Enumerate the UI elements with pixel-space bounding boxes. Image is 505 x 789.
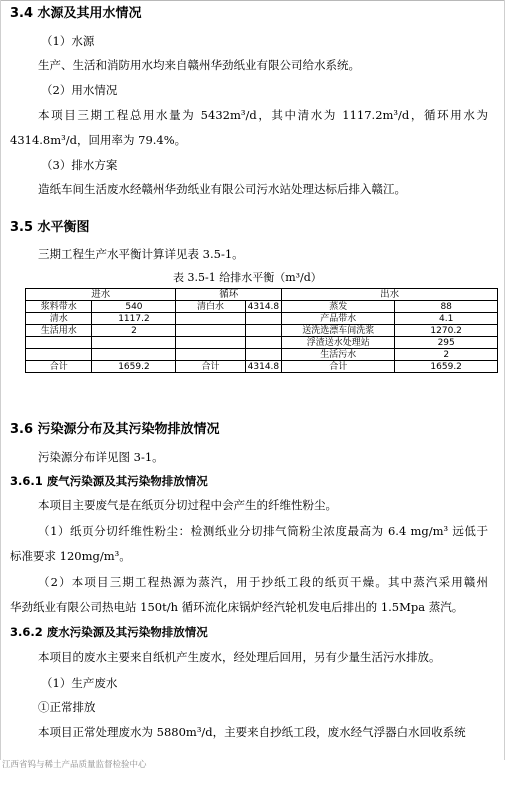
table-cell: 1659.2 bbox=[92, 361, 176, 373]
normal-discharge-text: 本项目正常处理废水为 5880m³/d，主要来自抄纸工段，废水经气浮器白水回收系统 bbox=[38, 725, 466, 739]
table-cell bbox=[176, 349, 245, 361]
table-row bbox=[26, 349, 498, 361]
table-cell: 浆料带水 bbox=[26, 301, 92, 313]
table-row bbox=[26, 325, 498, 337]
table-cell bbox=[92, 337, 176, 349]
exhaust-gas-text: 本项目主要废气是在纸页分切过程中会产生的纤维性粉尘。 bbox=[38, 498, 337, 512]
table-cell bbox=[176, 325, 245, 337]
table-cell: 295 bbox=[395, 337, 498, 349]
table-cell: 送洗选漂车间洗浆 bbox=[282, 325, 395, 337]
table-cell: 1270.2 bbox=[395, 325, 498, 337]
water-use-text-line2: 4314.8m³/d，回用率为 79.4%。 bbox=[10, 133, 187, 147]
table-cell: 合计 bbox=[26, 361, 92, 373]
water-source-subheading: （1）水源 bbox=[41, 34, 95, 48]
table-row bbox=[26, 313, 498, 325]
production-wastewater-subheading: （1）生产废水 bbox=[41, 676, 118, 690]
water-balance-table bbox=[25, 288, 498, 373]
section-3-6-1-heading: 3.6.1 废气污染源及其污染物排放情况 bbox=[10, 474, 208, 488]
wastewater-text: 本项目的废水主要来自纸机产生废水，经处理后回用，另有少量生活污水排放。 bbox=[38, 650, 441, 664]
table-cell: 88 bbox=[395, 301, 498, 313]
table-row bbox=[26, 337, 498, 349]
table-cell: 2 bbox=[92, 325, 176, 337]
table-cell: 合计 bbox=[176, 361, 245, 373]
table-cell: 合计 bbox=[282, 361, 395, 373]
table-total-row bbox=[26, 361, 498, 373]
table-cell: 生活用水 bbox=[26, 325, 92, 337]
table-cell bbox=[176, 313, 245, 325]
table-cell bbox=[92, 349, 176, 361]
drainage-text: 造纸车间生活废水经赣州华劲纸业有限公司污水站处理达标后排入赣江。 bbox=[38, 182, 406, 196]
water-source-text: 生产、生活和消防用水均来自赣州华劲纸业有限公司给水系统。 bbox=[38, 58, 360, 72]
table-cell bbox=[245, 349, 282, 361]
section-3-4-heading: 3.4 水源及其用水情况 bbox=[10, 6, 142, 21]
pollution-intro: 污染源分布详见图 3-1。 bbox=[38, 450, 164, 464]
page-frame-top bbox=[0, 0, 505, 1]
table-cell: 4314.8 bbox=[245, 301, 282, 313]
section-3-6-2-heading: 3.6.2 废水污染源及其污染物排放情况 bbox=[10, 625, 208, 639]
water-use-subheading: （2）用水情况 bbox=[41, 83, 118, 97]
dust-text-line2: 标准要求 120mg/m³。 bbox=[10, 549, 131, 563]
table-cell: 清水 bbox=[26, 313, 92, 325]
dust-text-line1: （1）纸页分切纤维性粉尘：检测纸业分切排气筒粉尘浓度最高为 6.4 mg/m³ 远低于 bbox=[38, 524, 488, 538]
table-cell: 1659.2 bbox=[395, 361, 498, 373]
table-cell: 4314.8 bbox=[245, 361, 282, 373]
steam-text-line2: 华劲纸业有限公司热电站 150t/h 循环流化床锅炉经汽轮机发电后排出的 1.5Mpa 蒸汽。 bbox=[10, 600, 464, 614]
drainage-subheading: （3）排水方案 bbox=[41, 158, 118, 172]
table-cell: 生活污水 bbox=[282, 349, 395, 361]
section-3-5-heading: 3.5 水平衡图 bbox=[10, 220, 90, 235]
table-cell: 产品带水 bbox=[282, 313, 395, 325]
table-cell bbox=[245, 337, 282, 349]
table-cell bbox=[245, 313, 282, 325]
water-use-text-line1: 本项目三期工程总用水量为 5432m³/d，其中清水为 1117.2m³/d，循环用水为 bbox=[38, 108, 488, 122]
table-cell bbox=[176, 337, 245, 349]
table-cell: 540 bbox=[92, 301, 176, 313]
header-outflow: 出水 bbox=[282, 289, 498, 301]
normal-discharge-subheading: ①正常排放 bbox=[38, 700, 96, 714]
header-inflow: 进水 bbox=[26, 289, 176, 301]
page-frame-left bbox=[0, 0, 1, 760]
table-cell: 清白水 bbox=[176, 301, 245, 313]
table-header-row bbox=[26, 289, 498, 301]
table-cell: 2 bbox=[395, 349, 498, 361]
table-cell: 蒸发 bbox=[282, 301, 395, 313]
table-cell: 1117.2 bbox=[92, 313, 176, 325]
water-balance-intro: 三期工程生产水平衡计算详见表 3.5-1。 bbox=[38, 247, 244, 261]
table-caption: 表 3.5-1 给排水平衡（m³/d） bbox=[173, 271, 322, 284]
steam-text-line1: （2）本项目三期工程热源为蒸汽，用于抄纸工段的纸页干燥。其中蒸汽采用赣州 bbox=[38, 575, 488, 589]
section-3-6-heading: 3.6 污染源分布及其污染物排放情况 bbox=[10, 422, 220, 437]
table-cell bbox=[26, 349, 92, 361]
footer-organization: 江西省钨与稀土产品质量监督检验中心 bbox=[2, 760, 147, 770]
table-cell bbox=[245, 325, 282, 337]
table-row bbox=[26, 301, 498, 313]
table-cell: 浮渣送水处理站 bbox=[282, 337, 395, 349]
header-circulation: 循环 bbox=[176, 289, 282, 301]
table-cell: 4.1 bbox=[395, 313, 498, 325]
table-cell bbox=[26, 337, 92, 349]
